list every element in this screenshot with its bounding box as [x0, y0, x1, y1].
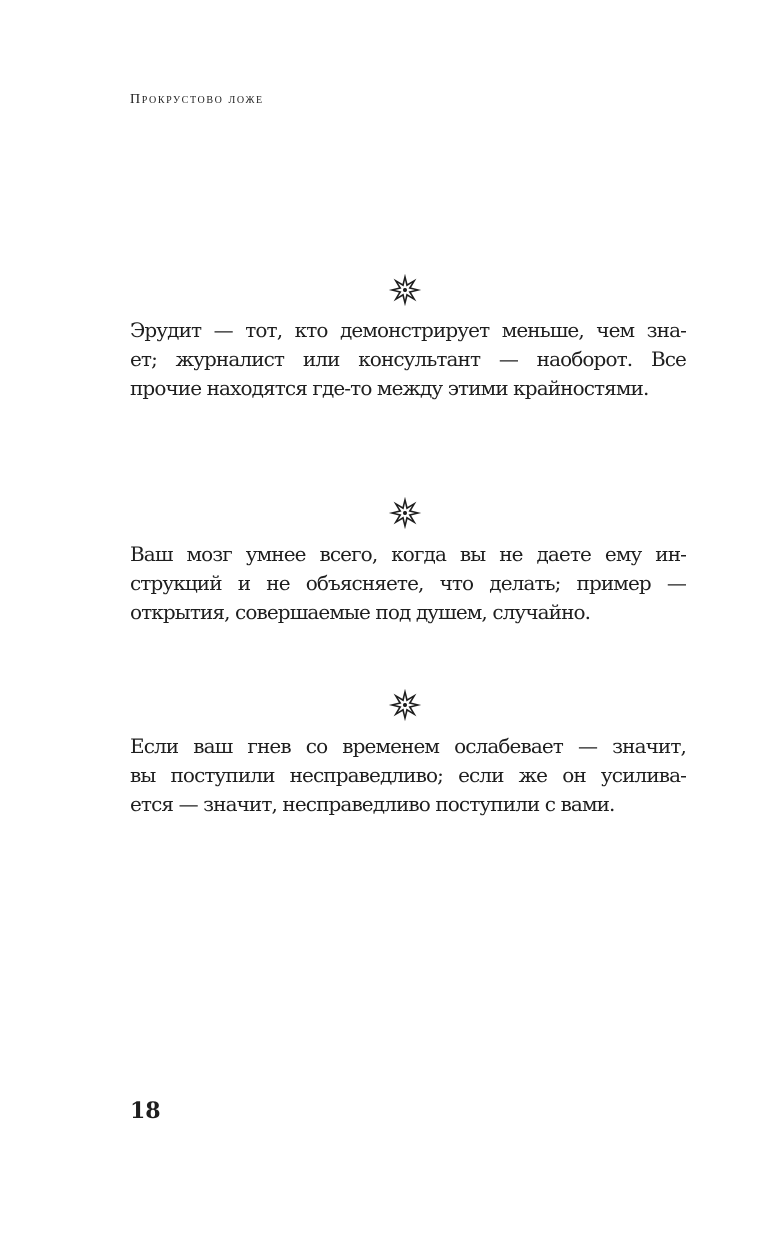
aphorism-line: прочие находятся где-то между этими крайностями.	[130, 376, 649, 400]
eight-point-star-icon-graphic	[387, 272, 423, 308]
eight-point-star-icon	[387, 272, 423, 308]
page-number: 18	[130, 1098, 161, 1124]
aphorism-line: открытия, совершаемые под душем, случайно.	[130, 600, 591, 624]
aphorism-line: Если ваш гнев со временем ослабевает — значит,	[130, 734, 686, 758]
aphorism-2	[130, 540, 686, 627]
aphorism-line: вы поступили несправедливо; если же он усилива-	[130, 763, 686, 787]
eight-point-star-icon	[387, 495, 423, 531]
aphorism-line: ет; журналист или консультант — наоборот. Все	[130, 347, 686, 371]
aphorism-3	[130, 732, 686, 819]
aphorism-line: струкций и не объясняете, что делать; пример —	[130, 571, 686, 595]
aphorism-line: Эрудит — тот, кто демонстрирует меньше, чем зна-	[130, 318, 686, 342]
running-head-title: Прокрустово ложе	[130, 92, 264, 107]
eight-point-star-icon	[387, 687, 423, 723]
aphorism-line: Ваш мозг умнее всего, когда вы не даете ему ин-	[130, 542, 686, 566]
aphorism-line: ется — значит, несправедливо поступили с вами.	[130, 792, 615, 816]
eight-point-star-icon-graphic	[387, 687, 423, 723]
eight-point-star-icon-graphic	[387, 495, 423, 531]
aphorism-1	[130, 316, 686, 403]
